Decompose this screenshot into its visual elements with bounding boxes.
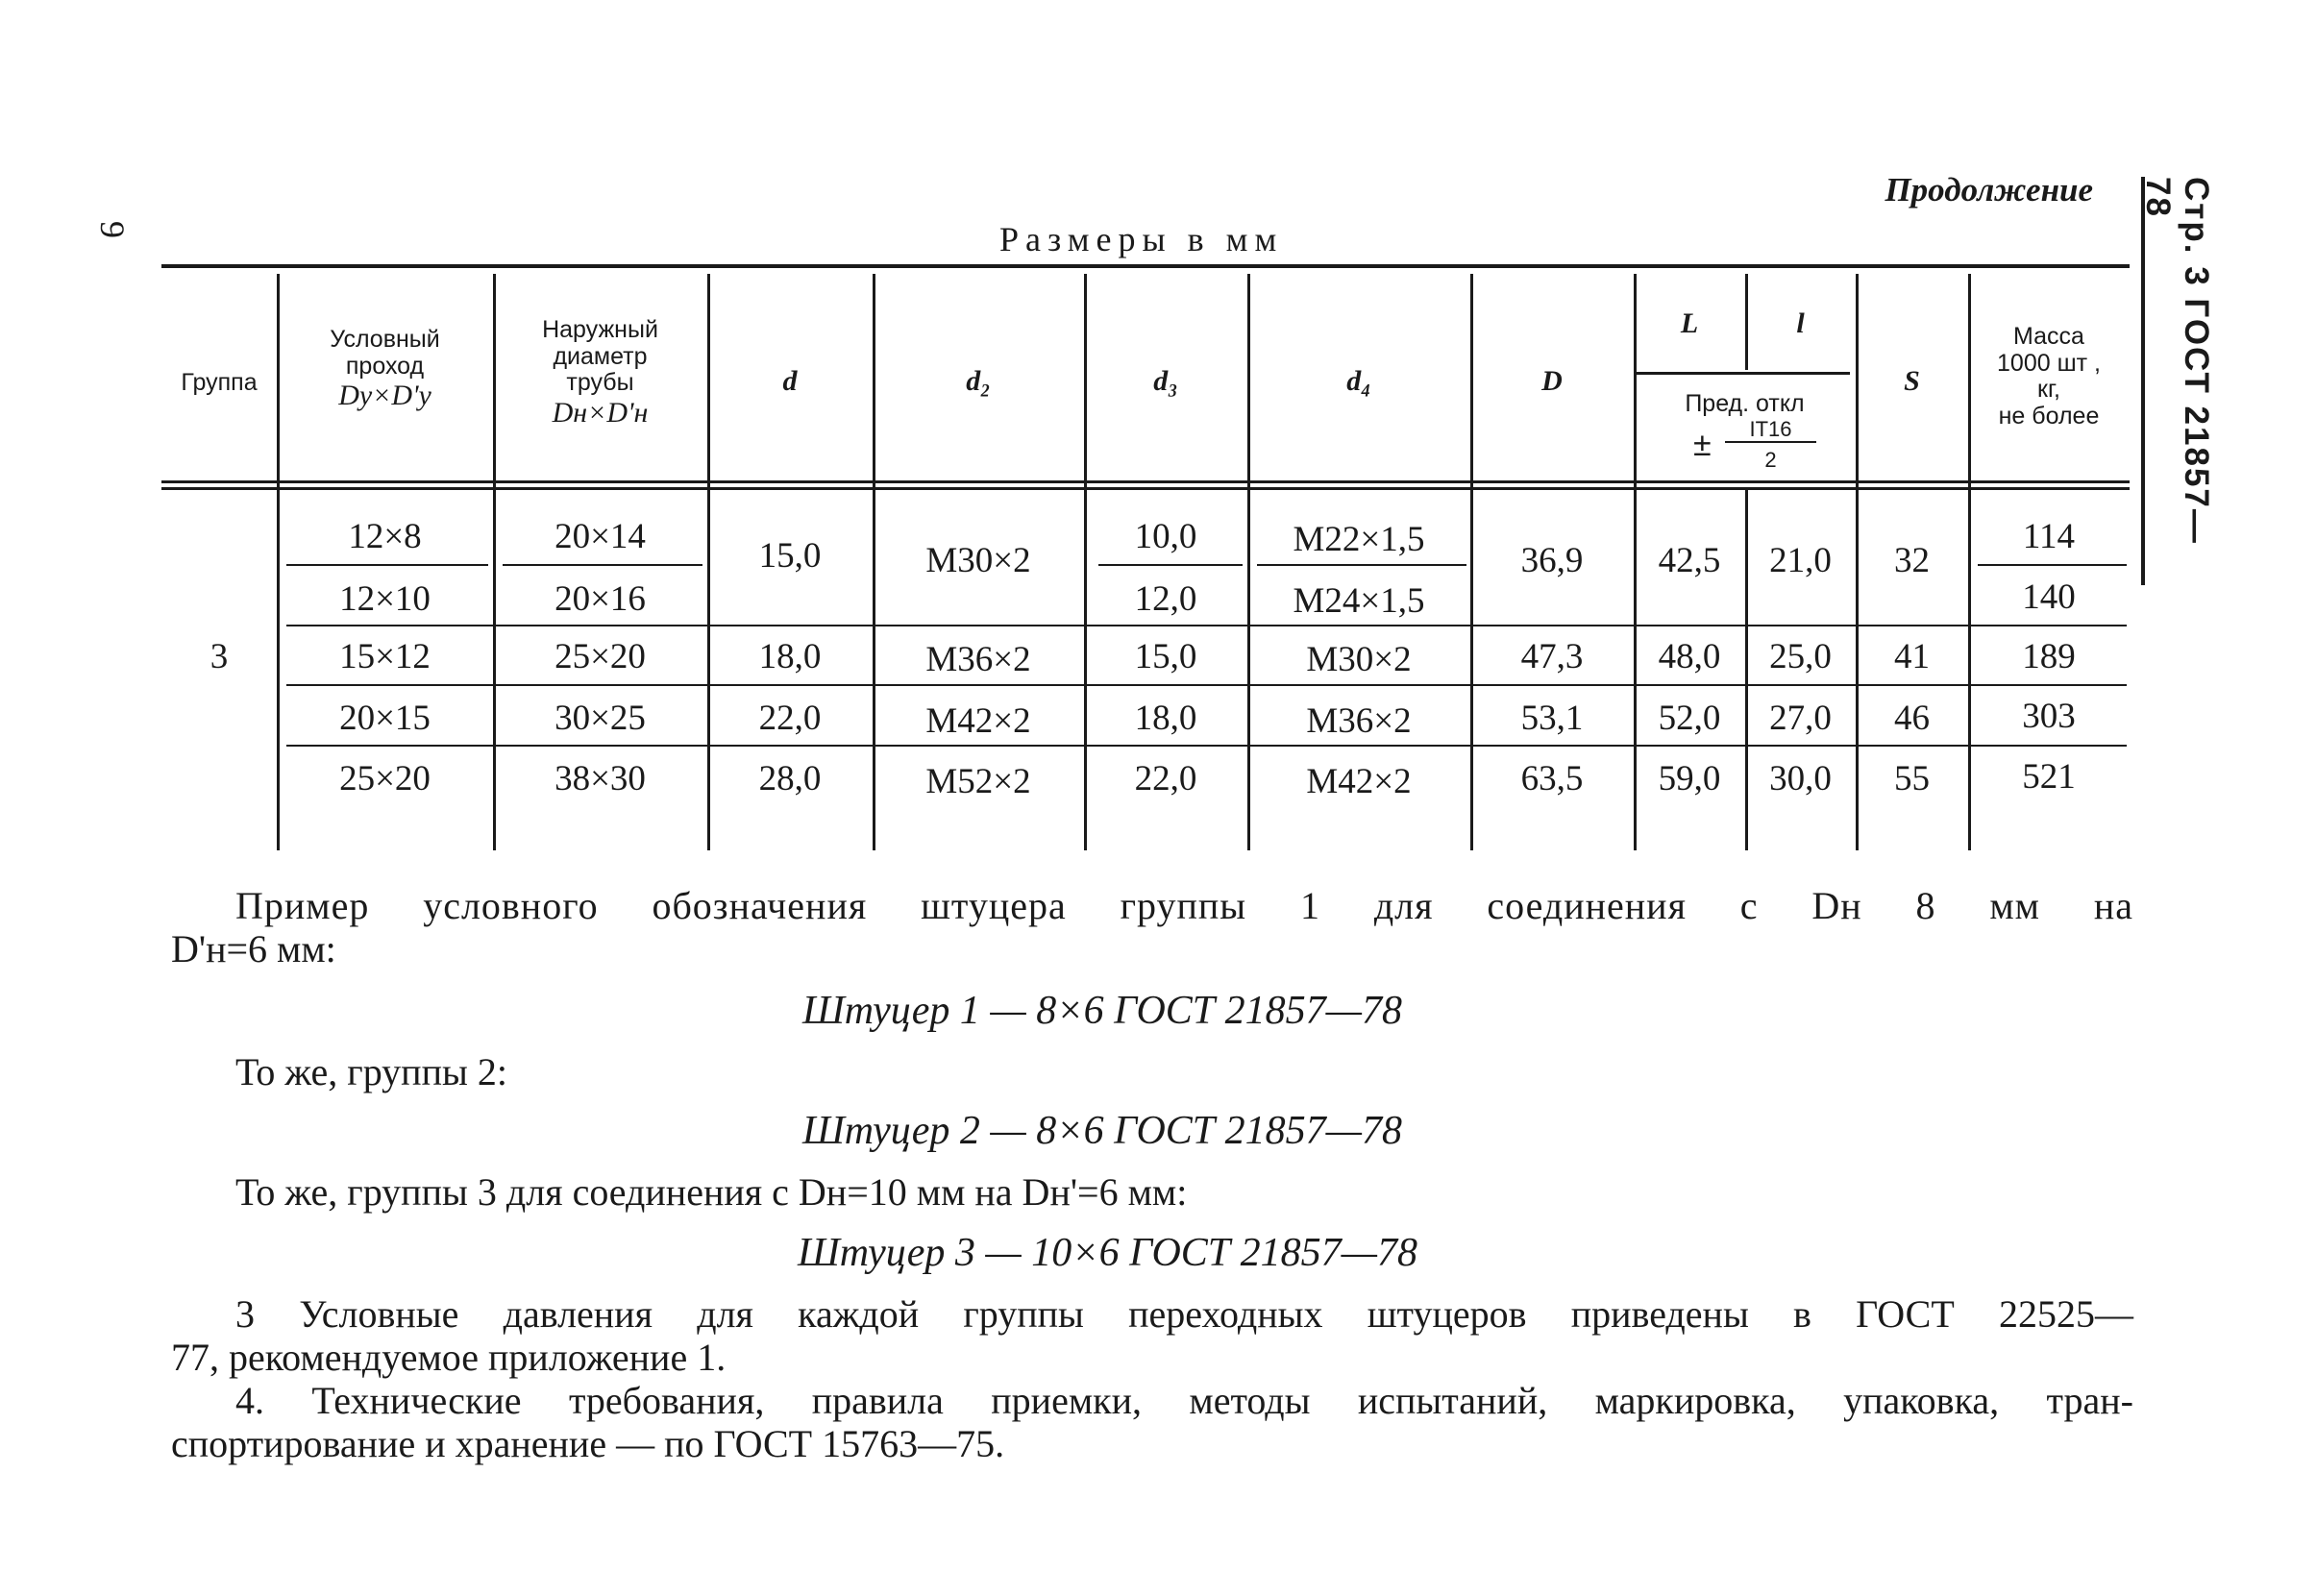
- cell-d2: М30×2: [925, 541, 1031, 580]
- formula-3: Штуцер 3 — 10×6 ГОСТ 21857—78: [798, 1231, 1417, 1275]
- cell-d3: 12,0: [1134, 579, 1197, 619]
- formula-1: Штуцер 1 — 8×6 ГОСТ 21857—78: [802, 989, 1402, 1033]
- cell-d4: М24×1,5: [1293, 581, 1425, 621]
- cell-mass: 303: [2022, 697, 2076, 736]
- header-L: L: [1680, 307, 1699, 339]
- cell-d4: М36×2: [1306, 701, 1412, 741]
- row-divider: [1257, 564, 1466, 566]
- cell-d: 28,0: [758, 759, 822, 798]
- cell-l: 27,0: [1769, 699, 1832, 738]
- cell-d2: М36×2: [925, 640, 1031, 679]
- cell-dy: 25×20: [339, 759, 431, 798]
- cell-D: 53,1: [1520, 699, 1584, 738]
- cell-d4: М30×2: [1306, 640, 1412, 679]
- cell-dy: 12×8: [348, 517, 422, 556]
- side-label: Стр. 3 ГОСТ 21857—78: [2139, 177, 2215, 545]
- cell-dy: 15×12: [339, 637, 431, 676]
- header-tolerance: [1634, 391, 1856, 474]
- continuation-label: Продолжение: [1885, 171, 2093, 209]
- header-D: D: [1541, 365, 1563, 397]
- header-text: проход: [345, 352, 425, 380]
- row-divider: [286, 564, 488, 566]
- row-divider: [286, 625, 2127, 626]
- units-label: Размеры в мм: [999, 220, 1284, 258]
- cell-d4: М42×2: [1306, 762, 1412, 801]
- cell-D: 36,9: [1520, 541, 1584, 580]
- header-text: Масса: [2013, 323, 2084, 350]
- cell-S: 46: [1894, 699, 1930, 738]
- cell-d: 18,0: [758, 637, 822, 676]
- cell-d3: 22,0: [1134, 759, 1197, 798]
- cell-l: 25,0: [1769, 637, 1832, 676]
- table-top-rule: [161, 264, 2130, 268]
- header-text: диаметр: [553, 342, 648, 370]
- cell-d2: М52×2: [925, 762, 1031, 801]
- tolerance-numerator: IT16: [1725, 418, 1816, 443]
- row-divider: [1978, 564, 2127, 566]
- cell-dy: 12×10: [339, 579, 431, 619]
- header-rule-1: [161, 480, 2130, 483]
- cell-D: 47,3: [1520, 637, 1584, 676]
- header-text: не более: [1998, 402, 2100, 430]
- row-divider: [503, 564, 702, 566]
- cell-d4: М22×1,5: [1293, 520, 1425, 559]
- cell-S: 32: [1894, 541, 1930, 580]
- cell-d2: М42×2: [925, 701, 1031, 741]
- cell-dn: 20×16: [554, 579, 646, 619]
- header-nominal-bore: [277, 327, 493, 411]
- item-4-line-1: 4. Технические требования, правила приемки, методы испытаний, маркировка, упаковка, тран-: [235, 1379, 2133, 1422]
- header-text: трубы: [566, 369, 634, 396]
- tolerance-denominator: 2: [1764, 447, 1777, 472]
- item-3-line-2: 77, рекомендуемое приложение 1.: [171, 1336, 727, 1379]
- page-number: 9: [93, 221, 132, 238]
- cell-dn: 20×14: [554, 517, 646, 556]
- side-rule: [2141, 177, 2145, 585]
- cell-dn: 25×20: [554, 637, 646, 676]
- header-S: S: [1904, 365, 1920, 397]
- header-d4: d₄: [1346, 365, 1371, 397]
- item-4-line-2: спортирование и хранение — по ГОСТ 15763—75.: [171, 1422, 1005, 1465]
- cell-S: 55: [1894, 759, 1930, 798]
- cell-L: 59,0: [1658, 759, 1721, 798]
- group-value: 3: [209, 637, 229, 676]
- tolerance-rule: [1634, 372, 1850, 375]
- example-intro: Пример условного обозначения штуцера группы 1 для соединения с Dн 8 мм на: [235, 884, 2133, 927]
- header-d3: d₃: [1153, 365, 1178, 397]
- cell-dn: 30×25: [554, 699, 646, 738]
- cell-L: 42,5: [1658, 541, 1721, 580]
- header-symbol: Dy×D'y: [338, 380, 431, 411]
- header-text: кг,: [2037, 376, 2060, 403]
- header-symbol: Dн×D'н: [552, 396, 649, 429]
- header-mass: [1968, 324, 2130, 430]
- formula-2: Штуцер 2 — 8×6 ГОСТ 21857—78: [802, 1109, 1402, 1153]
- same-group-2: То же, группы 2:: [235, 1050, 507, 1093]
- cell-l: 21,0: [1769, 541, 1832, 580]
- header-pipe-od: [493, 317, 707, 429]
- header-text: Условный: [330, 326, 440, 353]
- plus-minus-sign: ±: [1693, 426, 1712, 463]
- cell-d: 22,0: [758, 699, 822, 738]
- row-divider: [286, 745, 2127, 747]
- cell-d: 15,0: [758, 536, 822, 576]
- cell-S: 41: [1894, 637, 1930, 676]
- cell-d3: 10,0: [1134, 517, 1197, 556]
- header-text: Пред. откл: [1685, 390, 1805, 417]
- header-group: Группа: [181, 369, 258, 396]
- cell-L: 48,0: [1658, 637, 1721, 676]
- cell-dy: 20×15: [339, 699, 431, 738]
- dimensions-table: [161, 264, 2130, 852]
- row-divider: [1098, 564, 1243, 566]
- cell-d3: 15,0: [1134, 637, 1197, 676]
- header-d: d: [782, 365, 798, 397]
- same-group-3: То же, группы 3 для соединения с Dн=10 мм на Dн'=6 мм:: [235, 1170, 1188, 1214]
- item-3-line-1: 3 Условные давления для каждой группы переходных штуцеров приведены в ГОСТ 22525—: [235, 1292, 2133, 1336]
- row-divider: [286, 684, 2127, 686]
- cell-l: 30,0: [1769, 759, 1832, 798]
- cell-dn: 38×30: [554, 759, 646, 798]
- cell-mass: 140: [2022, 577, 2076, 617]
- cell-mass: 114: [2022, 517, 2076, 556]
- header-l: l: [1796, 307, 1805, 339]
- cell-mass: 521: [2022, 757, 2076, 797]
- example-intro-cont: D'н=6 мм:: [171, 927, 336, 970]
- cell-d3: 18,0: [1134, 699, 1197, 738]
- header-rule-2: [161, 487, 2130, 490]
- cell-D: 63,5: [1520, 759, 1584, 798]
- header-d2: d₂: [966, 365, 991, 397]
- cell-L: 52,0: [1658, 699, 1721, 738]
- cell-mass: 189: [2022, 637, 2076, 676]
- header-text: Наружный: [542, 316, 658, 343]
- header-text: 1000 шт ,: [1997, 349, 2101, 377]
